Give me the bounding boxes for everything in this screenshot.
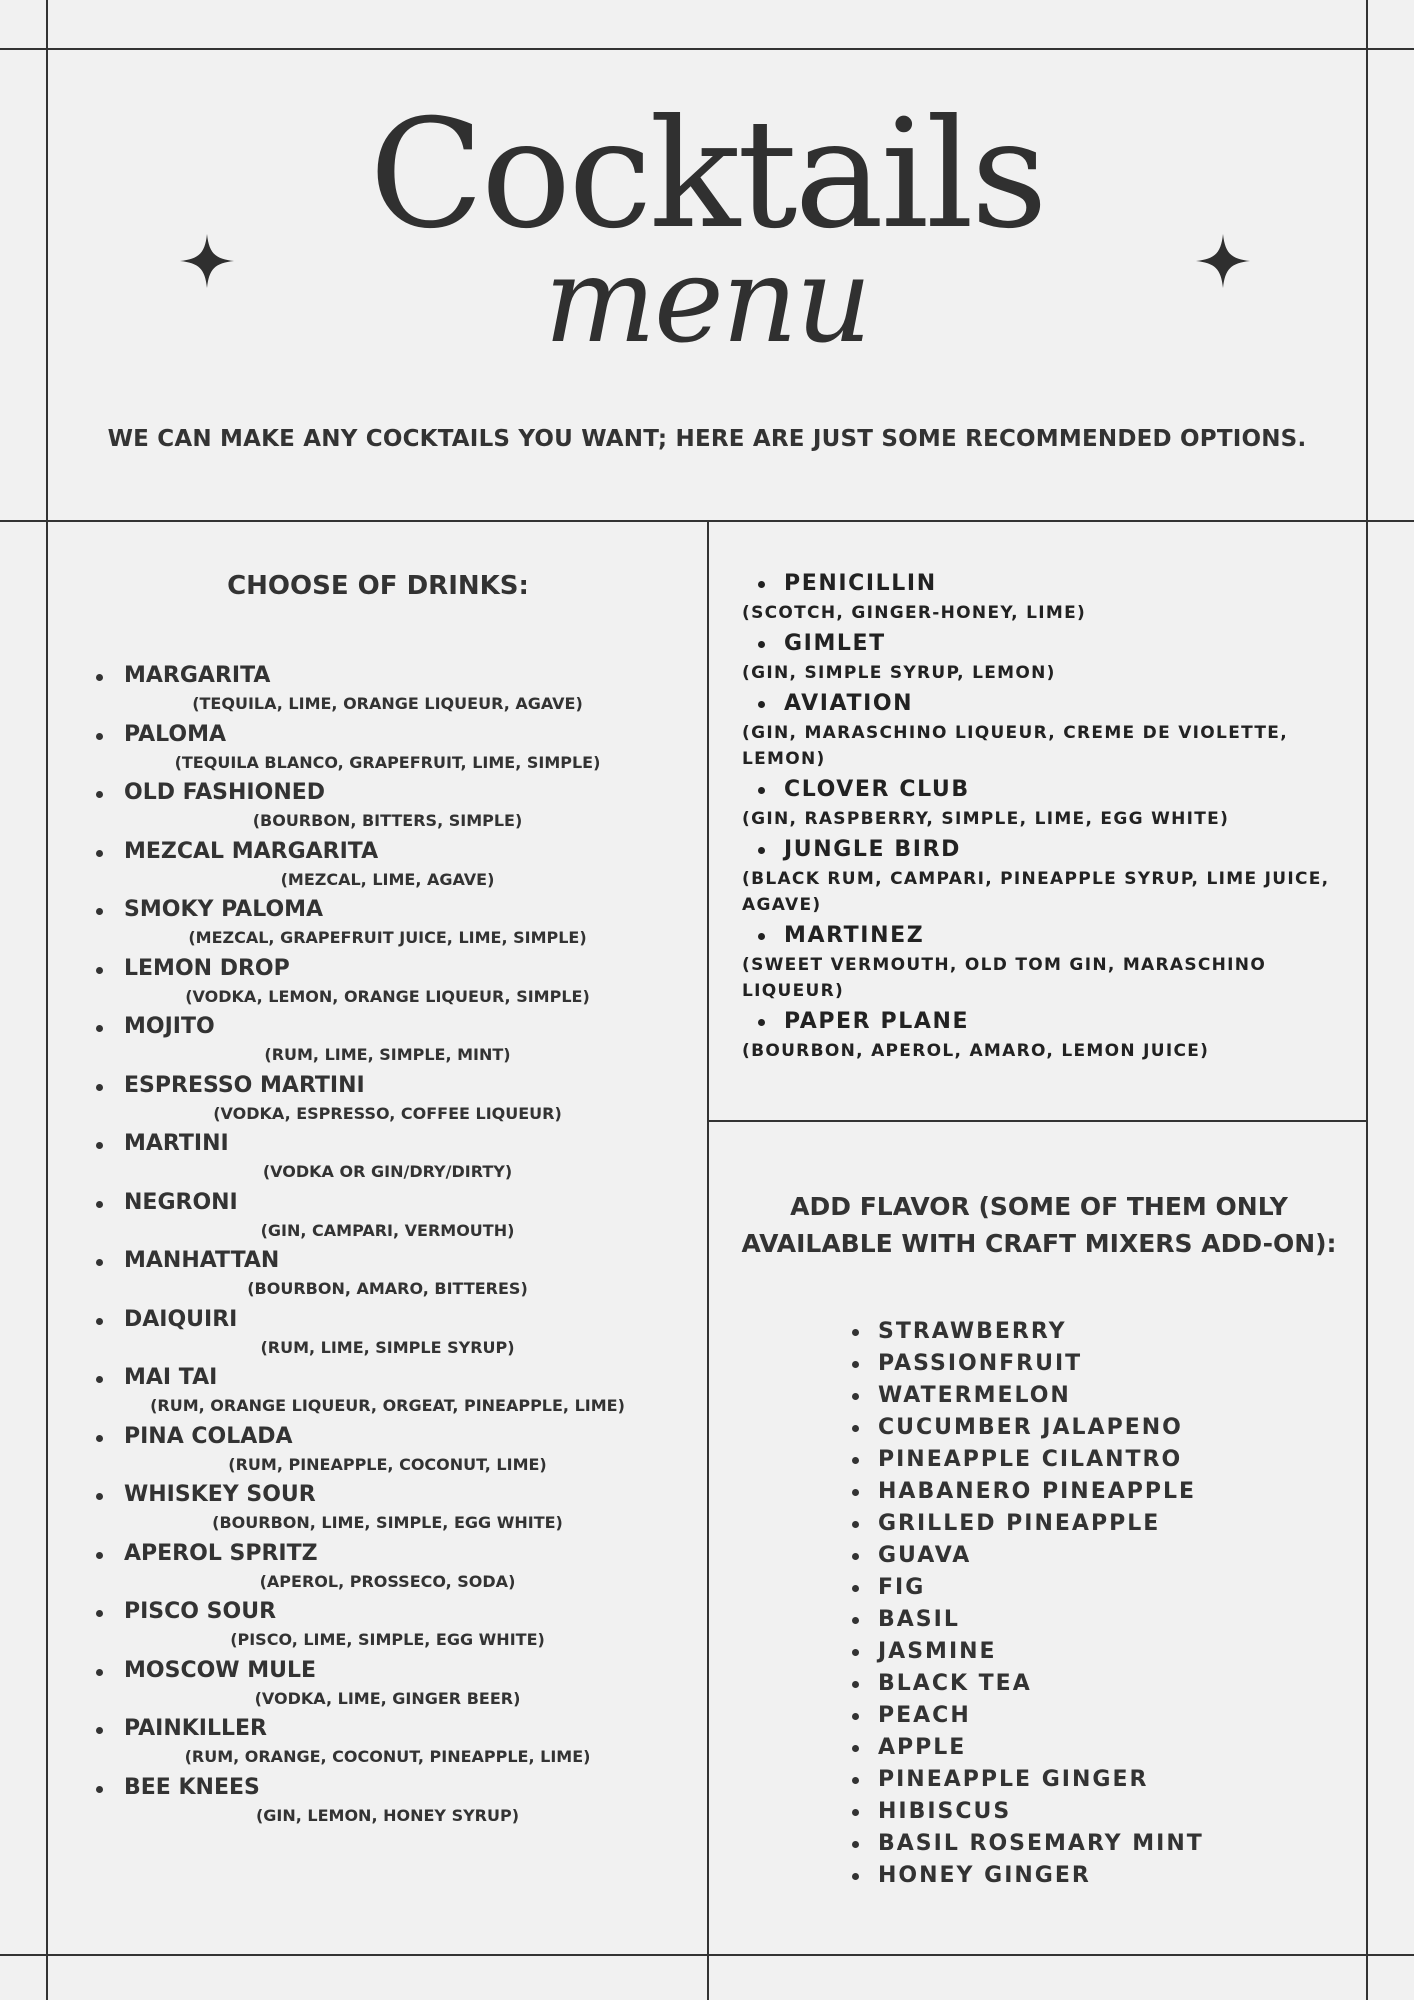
bullet-icon xyxy=(758,641,765,648)
drink-name: PINA COLADA xyxy=(124,1423,293,1449)
list-item xyxy=(848,1668,1204,1700)
drink-ingredients: (RUM, ORANGE, COCONUT, PINEAPPLE, LIME) xyxy=(184,1747,591,1766)
list-item xyxy=(48,1070,708,1129)
drink-name: MARTINI xyxy=(124,1131,229,1156)
drinks-section xyxy=(48,566,708,1825)
bullet-icon xyxy=(758,1019,765,1026)
drink-ingredients: (GIN, LEMON, HONEY SYRUP) xyxy=(255,1805,520,1825)
bullet-icon xyxy=(96,1435,103,1442)
list-item xyxy=(848,1636,1204,1668)
drinks-section-title: CHOOSE OF DRINKS: xyxy=(227,571,529,601)
bullet-icon xyxy=(852,1489,859,1496)
tagline: WE CAN MAKE ANY COCKTAILS YOU WANT; HERE ARE JUST SOME RECOMMENDED OPTIONS. xyxy=(107,426,1307,452)
classic-ingredients: (BLACK RUM, CAMPARI, PINEAPPLE SYRUP, LIME JUICE, AGAVE) xyxy=(742,869,1330,915)
list-item xyxy=(48,1772,708,1831)
classic-name: PAPER PLANE xyxy=(784,1009,970,1034)
bullet-icon xyxy=(96,1727,103,1734)
bullet-icon xyxy=(852,1457,859,1464)
bullet-icon xyxy=(852,1553,859,1560)
flavor-name: WATERMELON xyxy=(878,1383,1071,1408)
bullet-icon xyxy=(96,1025,103,1032)
list-item xyxy=(48,1655,708,1714)
flavor-name: HABANERO PINEAPPLE xyxy=(878,1479,1197,1504)
drink-name: MAI TAI xyxy=(124,1365,218,1390)
right-section-divider xyxy=(707,1120,1368,1122)
list-item xyxy=(48,1596,708,1655)
classic-ingredients: (GIN, MARASCHINO LIQUEUR, CREME DE VIOLETTE, LEMON) xyxy=(742,723,1288,769)
drink-name: ESPRESSO MARTINI xyxy=(124,1072,365,1098)
page-subtitle: menu xyxy=(544,231,870,369)
list-item xyxy=(742,628,1332,686)
list-item xyxy=(848,1476,1204,1508)
drink-ingredients: (TEQUILA BLANCO, GRAPEFRUIT, LIME, SIMPLE) xyxy=(174,752,601,772)
classic-name: MARTINEZ xyxy=(784,923,925,948)
drink-ingredients: (BOURBON, AMARO, BITTERES) xyxy=(247,1279,528,1298)
bullet-icon xyxy=(96,1786,103,1793)
flavor-name: PINEAPPLE GINGER xyxy=(878,1767,1149,1792)
flavor-name: CUCUMBER JALAPENO xyxy=(878,1415,1183,1440)
drink-ingredients: (RUM, ORANGE LIQUEUR, ORGEAT, PINEAPPLE, LIME) xyxy=(150,1396,625,1415)
drink-ingredients: (VODKA OR GIN/DRY/DIRTY) xyxy=(262,1162,513,1181)
bullet-icon xyxy=(852,1713,859,1720)
drink-name: PISCO SOUR xyxy=(124,1599,277,1624)
classic-ingredients: (SCOTCH, GINGER-HONEY, LIME) xyxy=(742,603,1087,623)
drink-name: MANHATTAN xyxy=(124,1248,280,1273)
list-item xyxy=(742,1006,1332,1064)
bullet-icon xyxy=(852,1809,859,1816)
list-item xyxy=(48,1304,708,1363)
list-item xyxy=(848,1828,1204,1860)
list-item xyxy=(848,1764,1204,1796)
flavor-name: PINEAPPLE CILANTRO xyxy=(878,1447,1183,1472)
bullet-icon xyxy=(96,967,103,974)
classic-name: CLOVER CLUB xyxy=(784,777,970,802)
bullet-icon xyxy=(96,733,103,740)
bullet-icon xyxy=(96,1142,103,1149)
list-item xyxy=(848,1444,1204,1476)
classic-ingredients: (GIN, SIMPLE SYRUP, LEMON) xyxy=(742,663,1056,683)
bullet-icon xyxy=(852,1745,859,1752)
drink-name: NEGRONI xyxy=(124,1189,238,1215)
drink-name: BEE KNEES xyxy=(124,1774,260,1800)
bullet-icon xyxy=(96,1318,103,1325)
page-title: Cocktails xyxy=(369,88,1045,262)
header-divider xyxy=(0,520,1414,522)
classic-ingredients: (GIN, RASPBERRY, SIMPLE, LIME, EGG WHITE) xyxy=(742,809,1230,829)
list-item xyxy=(742,834,1332,918)
drink-ingredients: (RUM, PINEAPPLE, COCONUT, LIME) xyxy=(228,1454,547,1474)
flavor-name: JASMINE xyxy=(878,1639,997,1664)
drink-name: WHISKEY SOUR xyxy=(124,1482,316,1507)
drink-ingredients: (VODKA, LEMON, ORANGE LIQUEUR, SIMPLE) xyxy=(185,986,590,1006)
bullet-icon xyxy=(96,1376,103,1383)
frame-line-bottom xyxy=(0,1954,1414,1956)
flavors-section-title: ADD FLAVOR (SOME OF THEM ONLY AVAILABLE WITH CRAFT MIXERS ADD-ON): xyxy=(741,1192,1337,1258)
bullet-icon xyxy=(96,908,103,915)
bullet-icon xyxy=(96,1201,103,1208)
classic-ingredients: (BOURBON, APEROL, AMARO, LEMON JUICE) xyxy=(742,1041,1210,1061)
list-item xyxy=(848,1796,1204,1828)
list-item xyxy=(48,660,708,719)
list-item xyxy=(848,1604,1204,1636)
bullet-icon xyxy=(758,933,765,940)
classics-list xyxy=(742,568,1332,1066)
bullet-icon xyxy=(96,1084,103,1091)
classic-name: JUNGLE BIRD xyxy=(784,837,961,862)
flavor-name: APPLE xyxy=(878,1735,967,1760)
flavor-name: BASIL ROSEMARY MINT xyxy=(878,1831,1204,1856)
list-item xyxy=(742,920,1332,1004)
bullet-icon xyxy=(758,787,765,794)
drink-ingredients: (VODKA, LIME, GINGER BEER) xyxy=(254,1688,521,1708)
list-item xyxy=(48,1421,708,1480)
list-item xyxy=(848,1540,1204,1572)
drink-ingredients: (MEZCAL, LIME, AGAVE) xyxy=(280,869,495,889)
drink-name: DAIQUIRI xyxy=(124,1306,238,1332)
drink-ingredients: (VODKA, ESPRESSO, COFFEE LIQUEUR) xyxy=(213,1103,562,1123)
flavor-name: HONEY GINGER xyxy=(878,1863,1091,1888)
bullet-icon xyxy=(852,1841,859,1848)
flavor-name: PASSIONFRUIT xyxy=(878,1351,1083,1376)
list-item xyxy=(48,1128,708,1187)
list-item xyxy=(48,1479,708,1538)
classic-name: PENICILLIN xyxy=(784,571,937,596)
list-item xyxy=(848,1732,1204,1764)
list-item xyxy=(848,1412,1204,1444)
drink-ingredients: (MEZCAL, GRAPEFRUIT JUICE, LIME, SIMPLE) xyxy=(188,928,587,947)
list-item xyxy=(48,1187,708,1246)
drink-ingredients: (GIN, CAMPARI, VERMOUTH) xyxy=(260,1220,515,1240)
drink-ingredients: (RUM, LIME, SIMPLE SYRUP) xyxy=(260,1337,515,1357)
drink-name: OLD FASHIONED xyxy=(124,780,326,805)
flavor-name: BASIL xyxy=(878,1607,960,1632)
flavor-name: STRAWBERRY xyxy=(878,1319,1067,1344)
bullet-icon xyxy=(96,1552,103,1559)
bullet-icon xyxy=(96,791,103,798)
bullet-icon xyxy=(852,1393,859,1400)
bullet-icon xyxy=(852,1777,859,1784)
bullet-icon xyxy=(96,674,103,681)
bullet-icon xyxy=(852,1649,859,1656)
classic-ingredients: (SWEET VERMOUTH, OLD TOM GIN, MARASCHINO LIQUEUR) xyxy=(742,955,1267,1001)
list-item xyxy=(48,1362,708,1421)
drink-ingredients: (BOURBON, BITTERS, SIMPLE) xyxy=(252,811,523,830)
bullet-icon xyxy=(96,1259,103,1266)
flavor-name: GRILLED PINEAPPLE xyxy=(878,1511,1161,1536)
bullet-icon xyxy=(852,1329,859,1336)
drink-ingredients: (RUM, LIME, SIMPLE, MINT) xyxy=(264,1045,511,1064)
drinks-list xyxy=(48,660,708,1830)
list-item xyxy=(48,1245,708,1304)
drink-name: APEROL SPRITZ xyxy=(124,1540,318,1566)
bullet-icon xyxy=(758,701,765,708)
drink-ingredients: (BOURBON, LIME, SIMPLE, EGG WHITE) xyxy=(212,1513,563,1532)
classic-name: GIMLET xyxy=(784,631,886,656)
flavor-name: HIBISCUS xyxy=(878,1799,1012,1824)
drink-name: MOJITO xyxy=(124,1014,215,1039)
flavor-name: BLACK TEA xyxy=(878,1671,1032,1696)
list-item xyxy=(848,1316,1204,1348)
drink-name: MARGARITA xyxy=(124,663,271,688)
bullet-icon xyxy=(852,1361,859,1368)
bullet-icon xyxy=(758,847,765,854)
bullet-icon xyxy=(852,1617,859,1624)
list-item xyxy=(48,836,708,895)
list-item xyxy=(848,1572,1204,1604)
drink-name: LEMON DROP xyxy=(124,955,290,981)
drink-name: MOSCOW MULE xyxy=(124,1657,317,1683)
bullet-icon xyxy=(96,850,103,857)
list-item xyxy=(48,894,708,953)
flavor-name: GUAVA xyxy=(878,1543,972,1568)
drink-ingredients: (APEROL, PROSSECO, SODA) xyxy=(259,1571,516,1591)
bullet-icon xyxy=(852,1425,859,1432)
list-item xyxy=(848,1860,1204,1892)
list-item xyxy=(848,1380,1204,1412)
list-item xyxy=(848,1700,1204,1732)
list-item xyxy=(848,1348,1204,1380)
bullet-icon xyxy=(852,1873,859,1880)
drink-name: PALOMA xyxy=(124,721,226,747)
drink-name: PAINKILLER xyxy=(124,1716,267,1741)
bullet-icon xyxy=(96,1493,103,1500)
frame-line-top xyxy=(0,48,1414,50)
list-item xyxy=(48,1713,708,1772)
drink-name: SMOKY PALOMA xyxy=(124,897,324,922)
sparkle-icon xyxy=(1196,234,1250,288)
sparkle-icon xyxy=(180,234,234,288)
list-item xyxy=(48,953,708,1012)
bullet-icon xyxy=(758,581,765,588)
drink-ingredients: (TEQUILA, LIME, ORANGE LIQUEUR, AGAVE) xyxy=(192,694,583,713)
list-item xyxy=(48,719,708,778)
list-item xyxy=(48,1011,708,1070)
list-item xyxy=(742,774,1332,832)
classic-name: AVIATION xyxy=(784,691,914,716)
bullet-icon xyxy=(852,1681,859,1688)
bullet-icon xyxy=(96,1669,103,1676)
drink-name: MEZCAL MARGARITA xyxy=(124,838,379,864)
list-item xyxy=(48,1538,708,1597)
bullet-icon xyxy=(96,1610,103,1617)
flavors-list xyxy=(848,1316,1204,1892)
bullet-icon xyxy=(852,1521,859,1528)
flavor-name: PEACH xyxy=(878,1703,971,1728)
flavor-name: FIG xyxy=(878,1575,926,1600)
bullet-icon xyxy=(852,1585,859,1592)
list-item xyxy=(48,777,708,836)
drink-ingredients: (PISCO, LIME, SIMPLE, EGG WHITE) xyxy=(230,1630,545,1649)
list-item xyxy=(848,1508,1204,1540)
list-item xyxy=(742,568,1332,626)
list-item xyxy=(742,688,1332,772)
